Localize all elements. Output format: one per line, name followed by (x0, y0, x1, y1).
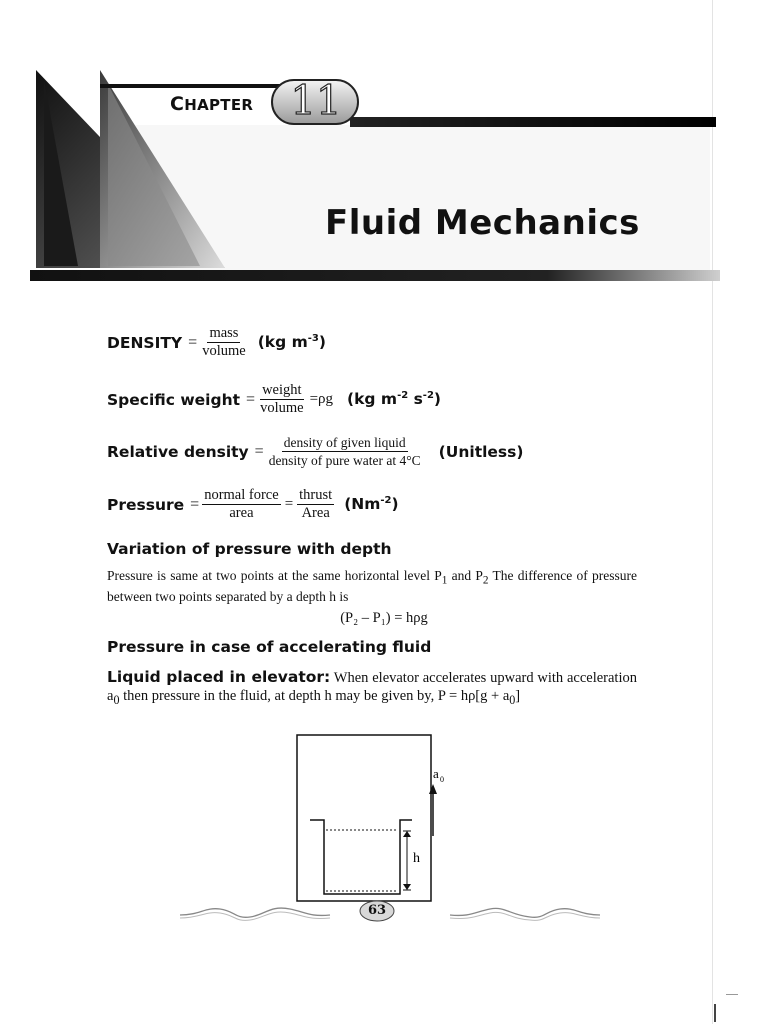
chapter-title: Fluid Mechanics (325, 203, 640, 243)
relative-density-formula: Relative density = $\frac{\text{density of given liquid}}{\text{density of pure water at 4°C}}$ (Unitless) (107, 435, 524, 468)
variation-paragraph: Pressure is same at two points at the same horizontal level $P_1$ and $P_2$ The difference of pressure between two points separated by a depth h is (107, 568, 637, 604)
specific-weight-label: Specific weight (107, 390, 241, 409)
pressure-formula: Pressure = $\frac{\text{normal force}}{\text{area}}$ = $\frac{\text{thrust}}{\text{Area}}$ $(Nm^{-2})$ (107, 487, 399, 521)
density-fraction: $\frac{\text{mass}}{\text{volume}}$ (202, 325, 246, 359)
elevator-diagram (296, 734, 444, 902)
elevator-frame (297, 735, 431, 901)
density-formula: DENSITY = $\frac{\text{mass}}{\text{volume}}$ (kg $m^{-3}$) (107, 325, 326, 359)
density-unit: (kg $m^{-3}$) (257, 333, 326, 352)
chapter-header-art (0, 0, 768, 300)
pressure-fraction-thrust: $\frac{\text{thrust}}{\text{Area}}$ (299, 487, 333, 521)
depth-label: h (413, 851, 420, 866)
pressure-label: Pressure (107, 495, 185, 514)
chapter-label: CHAPTER (170, 93, 254, 115)
relative-density-fraction: $\frac{\text{density of given liquid}}{\text{density of pure water at 4°C}}$ (268, 435, 421, 468)
pressure-fraction-force: $\frac{\text{normal force}}{\text{area}}$ (204, 487, 279, 521)
page-number: 63 (367, 903, 387, 918)
density-label: DENSITY (107, 333, 183, 352)
variation-heading: Variation of pressure with depth (107, 540, 392, 558)
chapter-number: 11 (290, 78, 342, 124)
scan-edge-mark (714, 1004, 716, 1022)
svg-text:0: 0 (440, 775, 444, 784)
specific-weight-unit: (kg $m^{-2}$ $s^{-2}$) (347, 390, 441, 409)
accelerating-fluid-heading: Pressure in case of accelerating fluid (107, 638, 432, 656)
elevator-lead: Liquid placed in elevator: (107, 668, 331, 686)
pressure-unit: $(Nm^{-2})$ (344, 495, 399, 514)
relative-density-label: Relative density (107, 442, 249, 461)
depth-pressure-formula: (P₂ – P₁) = hρg (340, 610, 428, 626)
elevator-paragraph: Liquid placed in elevator: When elevator accelerates upward with acceleration $a_0$ then pressure in the fluid, at depth h may be given by, $P = h\rho[g + a_0]$ (107, 668, 637, 707)
acceleration-label: a (433, 766, 439, 781)
specific-weight-fraction: $\frac{\text{weight}}{\text{volume}}$ (260, 382, 304, 416)
relative-density-unit: (Unitless) (438, 442, 524, 461)
scan-edge-dash (726, 994, 738, 995)
specific-weight-formula: Specific weight = $\frac{\text{weight}}{\text{volume}}$ =ρg (kg $m^{-2}$ $s^{-2}$) (107, 382, 441, 416)
